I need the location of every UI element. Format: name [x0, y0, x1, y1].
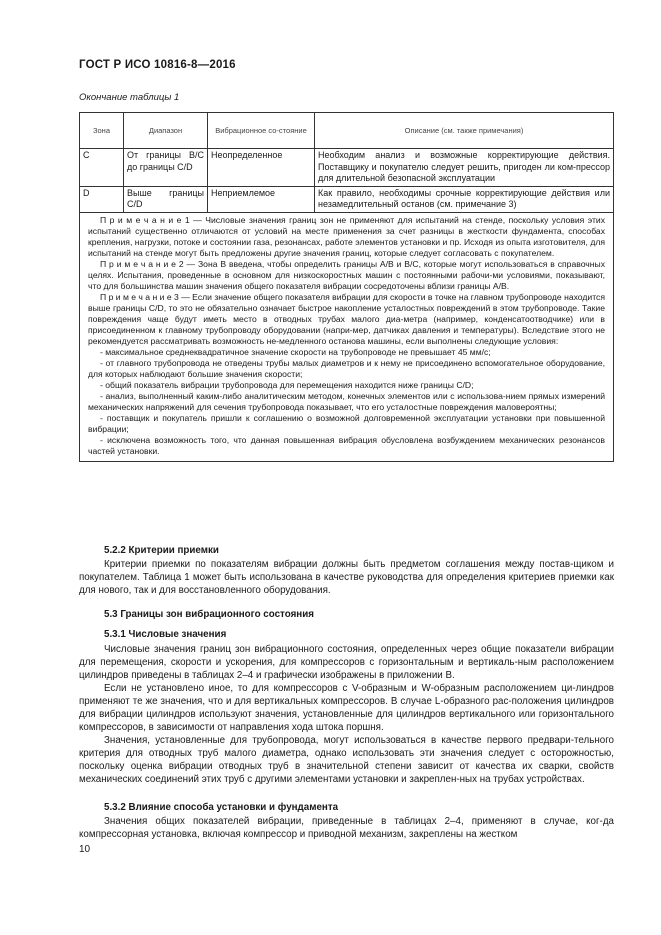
note-1: [88, 215, 605, 259]
table-row: [80, 149, 614, 187]
cell-range: Выше границы С/D: [124, 186, 208, 212]
note-1-text: — Числовые значения границ зон не применяют для испытаний на стенде, поскольку условия этих испытаний существенно отличаются от условий на месте применения за счет разницы в жесткости фундамента, способах крепления, нагрузки, потоке и состоянии газа, резонансах, работе элементов установки и пр. Исходя из опыта изготовителя, для испытаний на стенде могут быть предложены другие значения границ, которые следует согласовать с покупателем.: [88, 214, 606, 258]
cell-range: От границы В/С до границы С/D: [124, 149, 208, 187]
vibration-zones-table: [79, 112, 614, 462]
section-5-3-1-paragraph-2: Если не установлено иное, то для компрессоров с V-образным и W-образным расположением ци-линдров применяют те же значения, что и для вертикальных компрессоров. В случае L-образного рас-положения цилиндров для вибрации цилиндров используют значения, установленные для цилиндров вертикального или горизонтального компрессоров, в зависимости от направления хода штока поршня.: [79, 683, 614, 733]
header-description: Описание (см. также примечания): [315, 113, 614, 149]
note-3-condition: - анализ, выполненный каким-либо аналитическим методом, конечных элементов или с использова-нием прямых измерений механических напряжений для сечения трубопровода показывает, что его усталостные повреждения маловероятны;: [88, 391, 605, 413]
cell-description: Как правило, необходимы срочные корректирующие действия или незамедлительный останов (см. примечание 3): [315, 186, 614, 212]
page-number: 10: [79, 844, 91, 855]
section-5-2-2-title: 5.2.2 Критерии приемки: [104, 545, 219, 556]
section-5-2-2-paragraph: Критерии приемки по показателям вибрации должны быть предметом соглашения между постав-щиком и покупателем. Таблица 1 может быть использована в качестве руководства для определения критериев приемки как для нового, так и для восстановленного оборудования.: [79, 559, 614, 596]
header-state: Вибрационное со-стояние: [208, 113, 315, 149]
section-5-3-1-paragraph-3: Значения, установленные для трубопровода, могут использоваться в качестве первого предвари-тельного критерия для отводных труб малого диаметра, однако использовать эти значения следует с осторожностью, поскольку оценка вибрации отводных труб в значительной степени зависит от качества их сварки, свойств механических соединений этих труб с другими элементами установки и закреплен-ных на трубах устройствах.: [79, 735, 614, 785]
section-5-3-title: 5.3 Границы зон вибрационного состояния: [104, 609, 314, 620]
cell-zone: D: [80, 186, 124, 212]
section-5-2-2-body: [79, 558, 614, 597]
note-2: [88, 259, 605, 292]
section-5-3-1-paragraph-1: Числовые значения границ зон вибрационного состояния, определенных через общие показатели вибрации для перемещения, скорости и ускорения, для компрессоров с горизонтальным и вертикаль-ным расположением цилиндров приведены в таблицах 2–4 и графически изображены в приложении В.: [79, 644, 614, 681]
header-range: Диапазон: [124, 113, 208, 149]
note-2-label: П р и м е ч а н и е 2: [100, 258, 184, 269]
section-5-3-2-paragraph: Значения общих показателей вибрации, приведенные в таблицах 2–4, применяют в случае, ког-да компрессорная установка, включая компрессор и приводной механизм, закреплены на жестком: [79, 816, 614, 840]
section-5-3-1-body: [79, 643, 614, 786]
document-header: ГОСТ Р ИСО 10816-8—2016: [79, 59, 236, 71]
section-5-3-1-title: 5.3.1 Числовые значения: [104, 629, 227, 640]
note-3-condition: - максимальное среднеквадратичное значение скорости на трубопроводе не превышает 45 мм/с;: [100, 347, 491, 358]
table-notes: [80, 212, 614, 461]
cell-zone: С: [80, 149, 124, 187]
note-3-condition: - исключена возможность того, что данная повышенная вибрация обусловлена возбуждением механических резонансов частей установки.: [88, 435, 605, 457]
cell-state: Неприемлемое: [208, 186, 315, 212]
cell-description: Необходим анализ и возможные корректирующие действия. Поставщику и покупателю следует решить, пригоден ли ком-прессор для длительной безопасной эксплуатации: [315, 149, 614, 187]
note-3-label: П р и м е ч а н и е 3: [100, 291, 179, 302]
section-5-3-2-body: [79, 815, 614, 841]
header-zone: Зона: [80, 113, 124, 149]
note-3-condition: - общий показатель вибрации трубопровода для перемещения находится ниже границы С/D;: [100, 380, 474, 391]
note-1-label: П р и м е ч а н и е 1: [100, 214, 190, 225]
note-3-text: — Если значение общего показателя вибрации для скорости в точке на главном трубопроводе находится выше границы С/D, то это не обязательно означает быстрое накопление усталостных повреждений в этом трубопроводе. Такие повреждения чаще будут иметь место в отводных трубах малого диа-метра (например, конденсатоотводчике) или в присоединенном к главному трубопроводу оборудовании (напри-мер, датчиках давления и температуры). Вследствие этого не рекомендуется рассматривать возможность не-медленного останова машины, если выполнены следующие условия:: [88, 291, 605, 347]
note-3: [88, 292, 605, 347]
table-header-row: [80, 113, 614, 149]
note-3-condition: - поставщик и покупатель пришли к соглашению о возможной долговременной эксплуатации установки при повышенной вибрации;: [88, 413, 605, 435]
note-2-text: — Зона В введена, чтобы определить границы А/В и В/С, которые могут использоваться в справочных целях. Испытания, проведенные в основном для низкоскоростных машин с постоянными рабочи-ми условиями, показывают, что для большинства машин значения общего показателя вибрации сосредоточены вблизи границы А/В.: [88, 258, 605, 291]
table-notes-row: [80, 212, 614, 461]
table-row: [80, 186, 614, 212]
section-5-3-2-title: 5.3.2 Влияние способа установки и фундамента: [104, 802, 339, 813]
cell-state: Неопределенное: [208, 149, 315, 187]
table-caption: Окончание таблицы 1: [79, 92, 180, 103]
note-3-condition: - от главного трубопровода не отведены трубы малых диаметров и к нему не присоединено вспомогательное оборудование, для которых наблюдают большие значения скорости;: [88, 358, 605, 380]
